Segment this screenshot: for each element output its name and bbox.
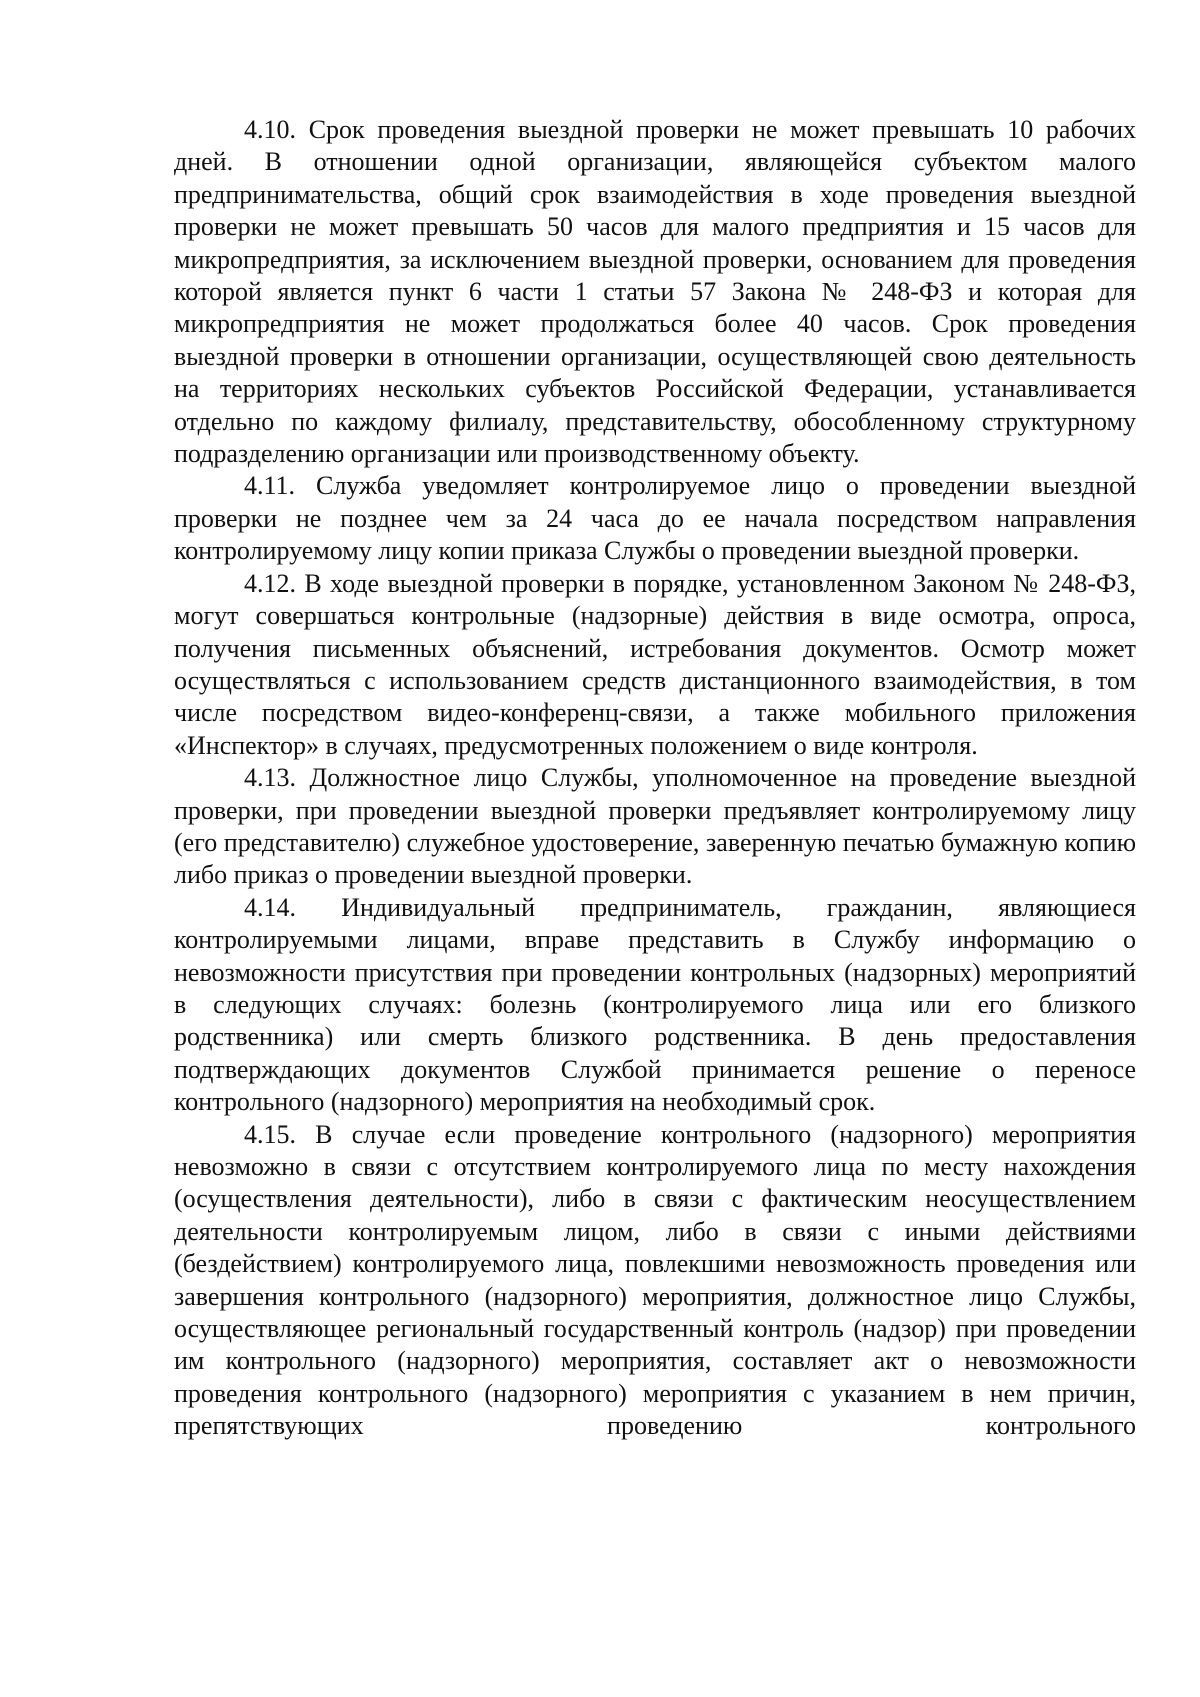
paragraph-4-13: 4.13. Должностное лицо Службы, уполномоченное на проведение выездной проверки, при проведении выездной проверки предъявляет контролируемому лицу (его представителю) служебное удостоверение, заверенную печатью бумажную копию либо приказ о проведении выездной проверки. bbox=[174, 763, 1136, 890]
document-body bbox=[174, 114, 1136, 1443]
paragraph-4-12: 4.12. В ходе выездной проверки в порядке, установленном Законом № 248-ФЗ, могут совершаться контрольные (надзорные) действия в виде осмотра, опроса, получения письменных объяснений, истребования документов. Осмотр может осуществляться с использованием средств дистанционного взаимодействия, в том числе посредством видео-конференц-связи, а также мобильного приложения «Инспектор» в случаях, предусмотренных положением о виде контроля. bbox=[174, 568, 1136, 760]
paragraph-4-15: 4.15. В случае если проведение контрольного (надзорного) мероприятия невозможно в связи с отсутствием контролируемого лица по месту нахождения (осуществления деятельности), либо в связи с фактическим неосуществлением деятельности контролируемым лицом, либо в связи с иными действиями (бездействием) контролируемого лица, повлекшими невозможность проведения или завершения контрольного (надзорного) мероприятия, должностное лицо Службы, осуществляющее региональный государственный контроль (надзор) при проведении им контрольного (надзорного) мероприятия, составляет акт о невозможности проведения контрольного (надзорного) мероприятия с указанием в нем причин, препятствующих проведению контрольного bbox=[174, 1119, 1136, 1441]
paragraph-4-10: 4.10. Срок проведения выездной проверки не может превышать 10 рабочих дней. В отношении одной организации, являющейся субъектом малого предпринимательства, общий срок взаимодействия в ходе проведения выездной проверки не может превышать 50 часов для малого предприятия и 15 часов для микропредприятия, за исключением выездной проверки, основанием для проведения которой является пункт 6 части 1 статьи 57 Закона № 248-ФЗ и которая для микропредприятия не может продолжаться более 40 часов. Срок проведения выездной проверки в отношении организации, осуществляющей свою деятельность на территориях нескольких субъектов Российской Федерации, устанавливается отдельно по каждому филиалу, представительству, обособленному структурному подразделению организации или производственному объекту. bbox=[174, 115, 1136, 469]
paragraph-4-11: 4.11. Служба уведомляет контролируемое лицо о проведении выездной проверки не позднее чем за 24 часа до ее начала посредством направления контролируемому лицу копии приказа Службы о проведении выездной проверки. bbox=[174, 471, 1136, 566]
paragraph-4-14: 4.14. Индивидуальный предприниматель, гражданин, являющиеся контролируемыми лицами, вправе представить в Службу информацию о невозможности присутствия при проведении контрольных (надзорных) мероприятий в следующих случаях: болезнь (контролируемого лица или его близкого родственника) или смерть близкого родственника. В день предоставления подтверждающих документов Службой принимается решение о переносе контрольного (надзорного) мероприятия на необходимый срок. bbox=[174, 892, 1136, 1117]
